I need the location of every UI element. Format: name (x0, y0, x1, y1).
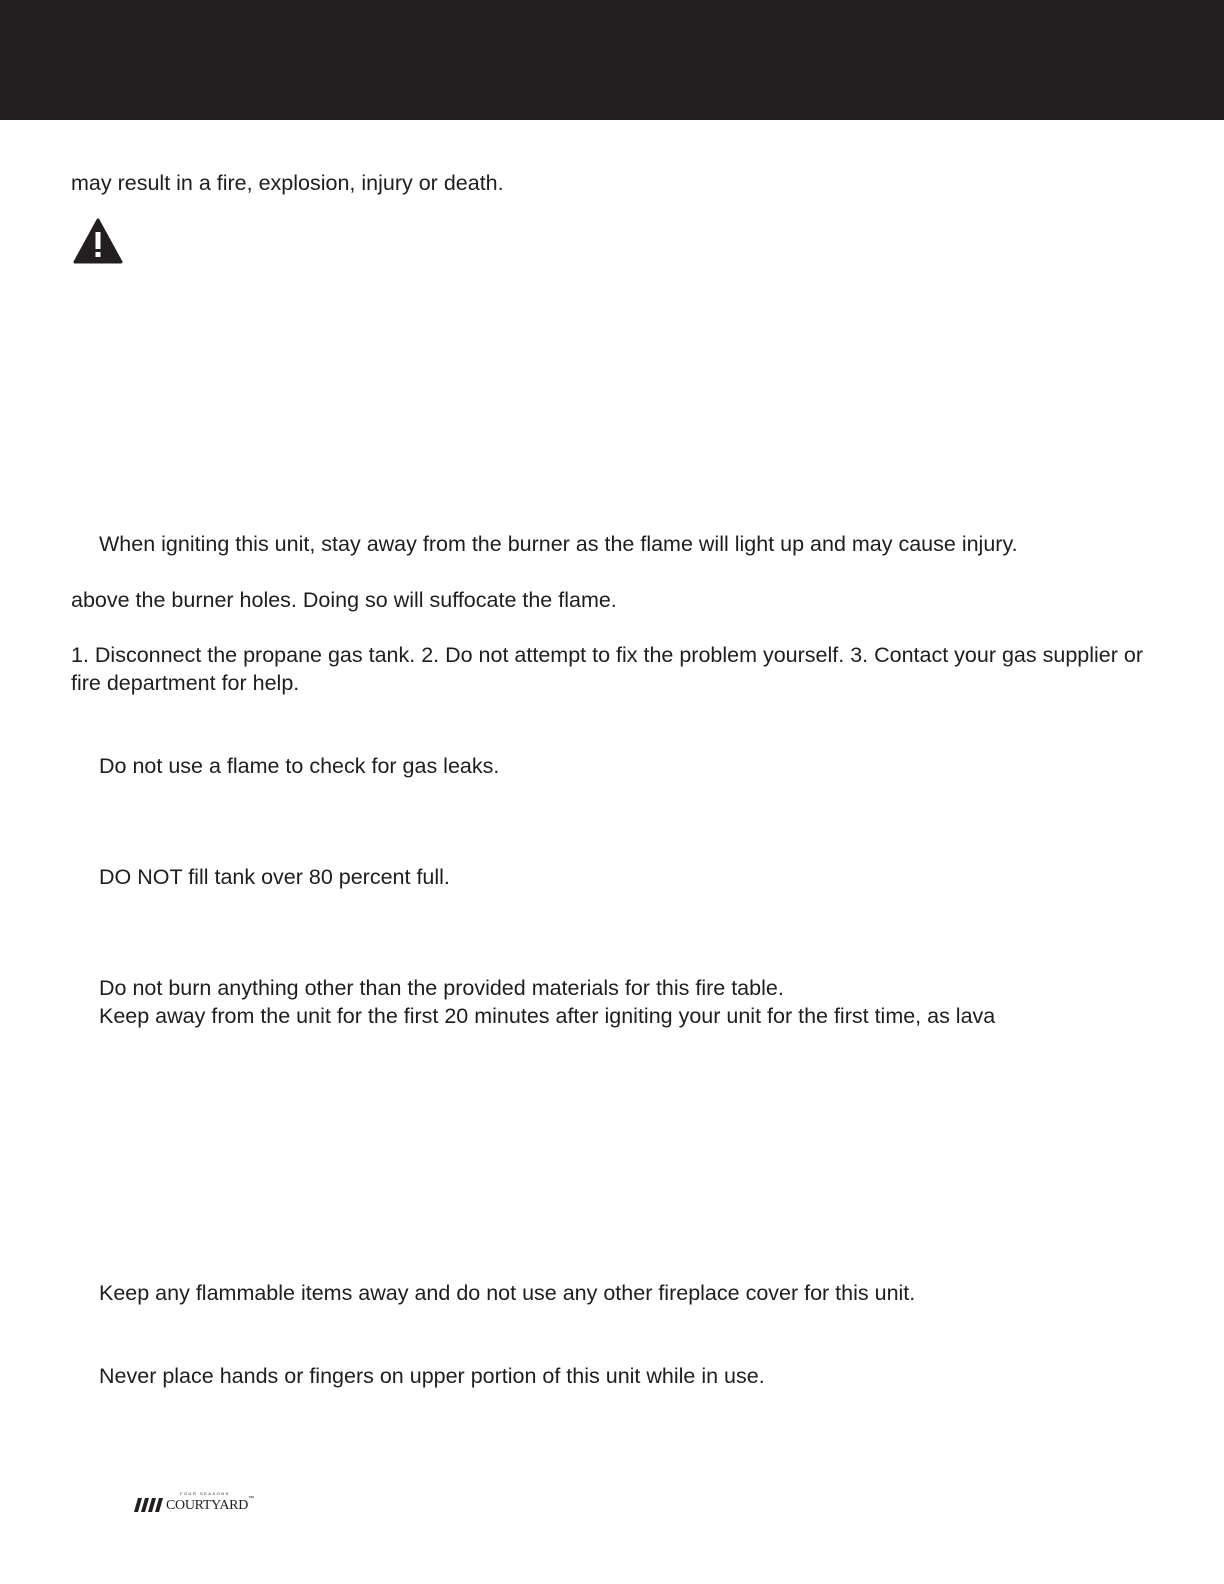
warning-text-1: may result in a fire, explosion, injury or death. (71, 171, 504, 195)
logo-name: COURTYARD (166, 1498, 249, 1513)
warning-text-2: When igniting this unit, stay away from the burner as the flame will light up and may cause injury. (99, 532, 1018, 556)
warning-triangle-icon (73, 218, 123, 264)
warning-text-6: DO NOT fill tank over 80 percent full. (99, 865, 450, 889)
brand-logo (134, 1491, 255, 1514)
logo-trademark: ™ (248, 1496, 255, 1502)
logo-stripes-icon (134, 1496, 164, 1514)
warning-text-5: Do not use a flame to check for gas leaks. (99, 754, 500, 778)
warning-text-10: Never place hands or fingers on upper portion of this unit while in use. (99, 1364, 765, 1388)
warning-text-4: 1. Disconnect the propane gas tank. 2. Do not attempt to fix the problem yourself. 3. Contact your gas supplier or fire department for help. (71, 643, 1143, 695)
warning-text-3: above the burner holes. Doing so will suffocate the flame. (71, 588, 617, 612)
warning-text-9: Keep any flammable items away and do not use any other fireplace cover for this unit. (99, 1281, 916, 1305)
warning-text-7: Do not burn anything other than the provided materials for this fire table. (99, 976, 784, 1000)
logo-tagline: FOUR SEASONS (180, 1491, 230, 1496)
header-band (0, 0, 1224, 120)
warning-text-8: Keep away from the unit for the first 20 minutes after igniting your unit for the first time, as lava (99, 1004, 996, 1028)
